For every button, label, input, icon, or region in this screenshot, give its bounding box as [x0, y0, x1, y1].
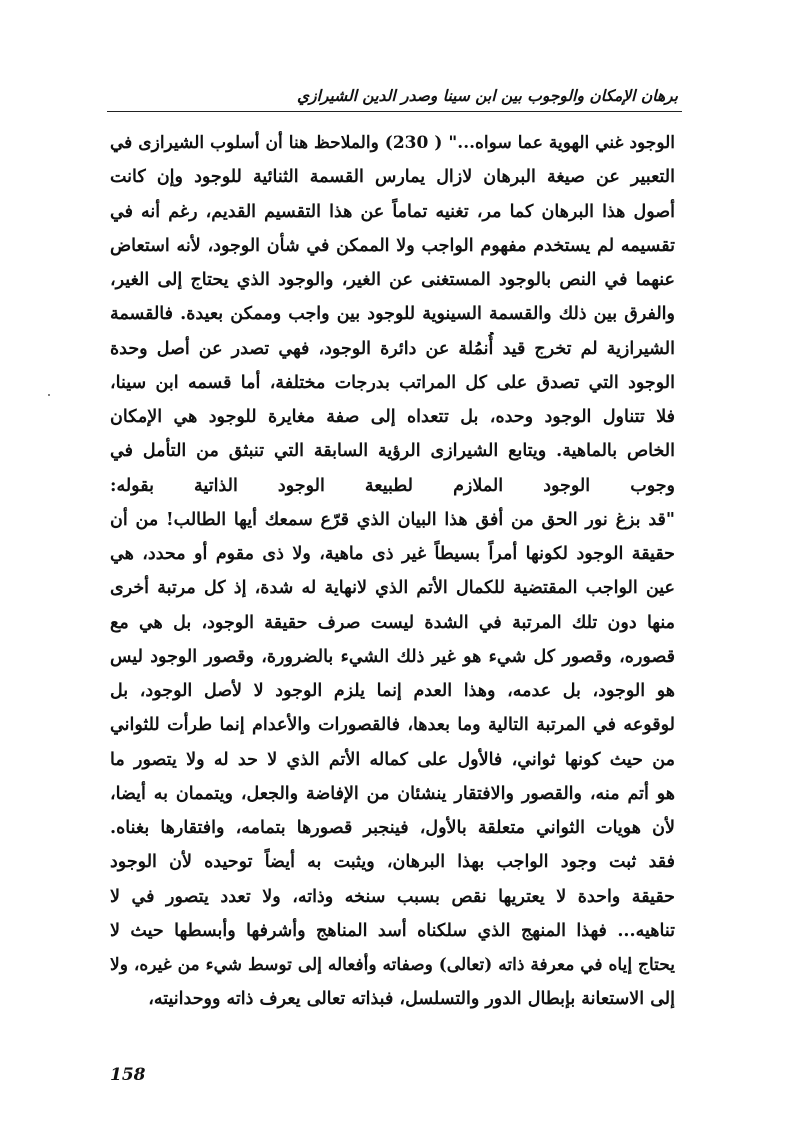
quote-text-line: إلى الاستعانة بإبطال الدور والتسلسل، فبذاته تعالى يعرف ذاته ووحدانيته،: [148, 989, 675, 1010]
header-divider: [107, 111, 682, 112]
quote-text-line: تناهيه... فهذا المنهج الذي سلكناه أسد المناهج وأشرفها وأبسطها حيث لا: [110, 920, 675, 941]
text-line: فلا تتناول الوجود وحده، بل تتعداه إلى صفة مغايرة للوجود هي الإمكان: [110, 407, 675, 427]
quote-text-line: منها دون تلك المرتبة في الشدة ليست صرف حقيقة الوجود، بل هي مع: [110, 612, 675, 633]
quote-text-line: لوقوعه في المرتبة التالية وما بعدها، فالقصورات والأعدام إنما طرأت للثواني: [110, 715, 675, 736]
text-line: وجوب الوجود الملازم لطبيعة الوجود الذاتية بقوله:: [110, 475, 675, 496]
text-line: الخاص بالماهية. ويتابع الشيرازى الرؤية السابقة التي تنبثق من التأمل في: [110, 441, 675, 462]
text-line: التعبير عن صيغة البرهان لازال يمارس القسمة الثنائية للوجود وإن كانت: [110, 167, 675, 188]
text-line: عنهما في النص بالوجود المستغنى عن الغير، والوجود الذي يحتاج إلى الغير،: [110, 270, 675, 290]
margin-mark: [48, 394, 50, 396]
text-line: الشيرازية لم تخرج قيد أُنمُلة عن دائرة الوجود، فهي تصدر عن أصل وحدة: [110, 338, 675, 359]
text-line: الوجود التي تصدق على كل المراتب بدرجات مختلفة، أما قسمه ابن سينا،: [110, 372, 675, 393]
quote-text-line: هو الوجود، بل عدمه، وهذا العدم إنما يلزم الوجود لا لأصل الوجود، بل: [110, 681, 675, 701]
quote-text-line: حقيقة واحدة لا يعتريها نقص بسبب سنخه وذاته، ولا تعدد يتصور في لا: [110, 886, 675, 907]
text-line: الوجود غني الهوية عما سواه..." ( 230) والملاحظ هنا أن أسلوب الشيرازى في: [110, 133, 675, 153]
text-line: أصول هذا البرهان كما مر، تغنيه تماماً عن هذا التقسيم القديم، رغم أنه في: [110, 201, 675, 222]
page-number: 158: [110, 1065, 146, 1085]
running-header: برهان الإمكان والوجوب بين ابن سينا وصدر الدين الشيرازي: [297, 86, 678, 105]
quote-text-line: حقيقة الوجود لكونها أمراً بسيطاً غير ذى ماهية، ولا ذى مقوم أو محدد، هي: [110, 544, 675, 564]
body-text: [110, 126, 675, 1017]
quote-text-line: "قد بزغ نور الحق من أفق هذا البيان الذي قرّع سمعك أيها الطالب! من أن: [110, 509, 675, 530]
quote-text-line: هو أتم منه، والقصور والافتقار ينشئان من الإفاضة والجعل، ويتممان به أيضا،: [110, 783, 675, 804]
quote-text-line: فقد ثبت وجود الواجب بهذا البرهان، ويثبت به أيضاً توحيده لأن الوجود: [110, 852, 675, 873]
quote-text-line: لأن هويات الثواني متعلقة بالأول، فينجبر قصورها بتمامه، وافتقارها بغناه.: [110, 818, 675, 838]
quote-text-line: قصوره، وقصور كل شيء هو غير ذلك الشيء بالضرورة، وقصور الوجود ليس: [110, 646, 675, 667]
text-line: والفرق بين ذلك والقسمة السينوية للوجود بين واجب وممكن بعيدة. فالقسمة: [110, 304, 675, 325]
quote-text-line: عين الواجب المقتضية للكمال الأتم الذي لانهاية له شدة، إذ كل مرتبة أخرى: [110, 578, 675, 599]
text-line: تقسيمه لم يستخدم مفهوم الواجب ولا الممكن في شأن الوجود، لأنه استعاض: [110, 235, 675, 256]
quote-text-line: من حيث كونها ثواني، فالأول على كماله الأتم الذي لا حد له ولا يتصور ما: [110, 749, 675, 770]
quote-text-line: يحتاج إياه في معرفة ذاته (تعالى) وصفاته وأفعاله إلى توسط شيء من غيره، ولا: [110, 955, 675, 975]
